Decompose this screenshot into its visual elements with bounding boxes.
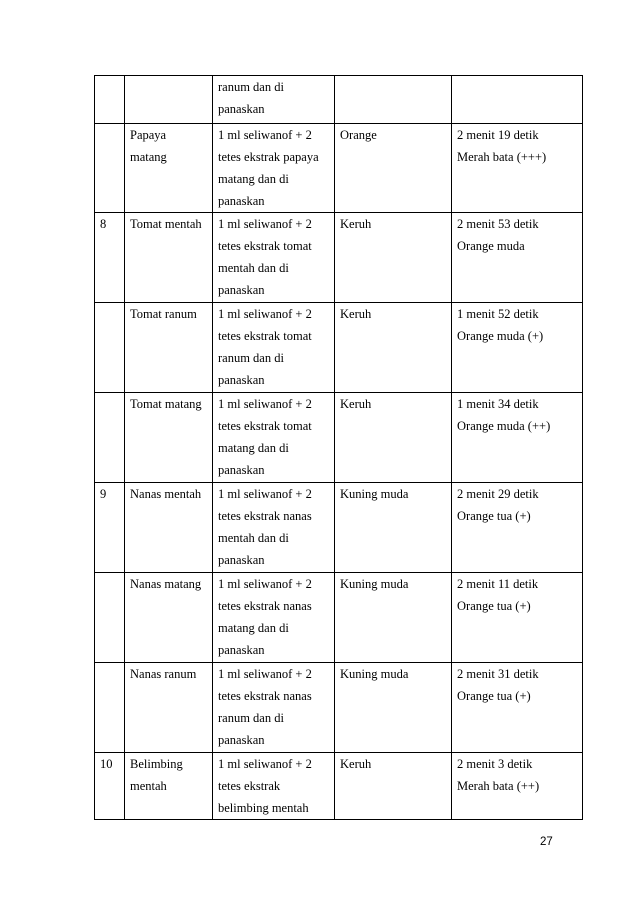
cell-number: [95, 124, 125, 213]
cell-treatment-line: matang dan di: [218, 621, 289, 635]
cell-result: [452, 393, 583, 483]
cell-color: [335, 663, 452, 753]
cell-number: [95, 303, 125, 393]
cell-treatment-line: 1 ml seliwanof + 2: [218, 757, 312, 771]
cell-sample-line: matang: [130, 150, 167, 164]
cell-treatment-line: belimbing mentah: [218, 801, 309, 815]
cell-number: [95, 663, 125, 753]
table-row: [95, 76, 583, 124]
cell-result-line: 2 menit 19 detik: [457, 128, 539, 142]
cell-result-line: 1 menit 52 detik: [457, 307, 539, 321]
cell-treatment-line: 1 ml seliwanof + 2: [218, 217, 312, 231]
cell-treatment: [213, 393, 335, 483]
cell-sample-line: mentah: [130, 779, 167, 793]
cell-treatment: [213, 76, 335, 124]
cell-result: [452, 663, 583, 753]
cell-result: [452, 303, 583, 393]
cell-treatment-line: tetes ekstrak nanas: [218, 509, 312, 523]
cell-number: [95, 76, 125, 124]
cell-color-line: Orange: [340, 128, 377, 142]
cell-color: [335, 393, 452, 483]
cell-treatment-line: panaskan: [218, 194, 265, 208]
cell-result-line: Orange tua (+): [457, 689, 531, 703]
cell-result: [452, 124, 583, 213]
cell-number: 8: [95, 213, 125, 303]
cell-sample-line: Belimbing: [130, 757, 183, 771]
table-row: [95, 124, 583, 213]
cell-result-line: Merah bata (+++): [457, 150, 547, 164]
cell-result-line: Orange tua (+): [457, 599, 531, 613]
cell-treatment: [213, 573, 335, 663]
cell-treatment-line: panaskan: [218, 373, 265, 387]
results-table: [94, 75, 583, 820]
cell-result-line: 1 menit 34 detik: [457, 397, 539, 411]
cell-treatment-line: tetes ekstrak nanas: [218, 599, 312, 613]
cell-result-line: 2 menit 11 detik: [457, 577, 539, 591]
table-row: [95, 573, 583, 663]
cell-treatment-line: panaskan: [218, 463, 265, 477]
table-row: [95, 303, 583, 393]
cell-number: [95, 573, 125, 663]
cell-treatment-line: ranum dan di: [218, 711, 284, 725]
cell-treatment-line: ranum dan di: [218, 351, 284, 365]
cell-result-line: Orange muda (+): [457, 329, 544, 343]
cell-treatment-line: mentah dan di: [218, 531, 289, 545]
cell-result: [452, 573, 583, 663]
cell-result-line: Merah bata (++): [457, 779, 540, 793]
cell-result-line: 2 menit 31 detik: [457, 667, 539, 681]
cell-treatment-line: ranum dan di: [218, 80, 284, 94]
cell-sample: [125, 663, 213, 753]
cell-result: [452, 483, 583, 573]
cell-result-line: Orange tua (+): [457, 509, 531, 523]
cell-result-line: Orange muda (++): [457, 419, 551, 433]
cell-result-line: 2 menit 29 detik: [457, 487, 539, 501]
cell-result: [452, 213, 583, 303]
cell-treatment-line: tetes ekstrak tomat: [218, 329, 312, 343]
cell-treatment-line: 1 ml seliwanof + 2: [218, 577, 312, 591]
cell-number: [95, 393, 125, 483]
cell-treatment-line: panaskan: [218, 102, 265, 116]
cell-color: [335, 76, 452, 124]
cell-color-line: Keruh: [340, 397, 372, 411]
cell-sample: [125, 213, 213, 303]
cell-color: [335, 303, 452, 393]
cell-result-line: 2 menit 53 detik: [457, 217, 539, 231]
cell-color-line: Kuning muda: [340, 487, 409, 501]
cell-sample: [125, 76, 213, 124]
cell-treatment: [213, 753, 335, 820]
cell-treatment-line: tetes ekstrak nanas: [218, 689, 312, 703]
cell-sample: [125, 303, 213, 393]
cell-treatment: [213, 303, 335, 393]
cell-treatment-line: 1 ml seliwanof + 2: [218, 667, 312, 681]
cell-treatment: [213, 213, 335, 303]
cell-treatment-line: mentah dan di: [218, 261, 289, 275]
cell-treatment-line: 1 ml seliwanof + 2: [218, 128, 312, 142]
table-row: [95, 753, 583, 820]
cell-color: [335, 753, 452, 820]
cell-color: [335, 483, 452, 573]
cell-number: 10: [95, 753, 125, 820]
cell-sample: [125, 573, 213, 663]
cell-number: 9: [95, 483, 125, 573]
table-row: [95, 393, 583, 483]
cell-result: [452, 753, 583, 820]
cell-sample-line: Tomat ranum: [130, 307, 197, 321]
cell-treatment: [213, 483, 335, 573]
cell-treatment-line: tetes ekstrak: [218, 779, 281, 793]
cell-treatment-line: tetes ekstrak tomat: [218, 419, 312, 433]
cell-color: [335, 213, 452, 303]
cell-treatment: [213, 124, 335, 213]
cell-sample: [125, 753, 213, 820]
cell-result-line: 2 menit 3 detik: [457, 757, 533, 771]
cell-treatment-line: 1 ml seliwanof + 2: [218, 397, 312, 411]
cell-sample-line: Papaya: [130, 128, 167, 142]
cell-sample-line: Tomat matang: [130, 397, 202, 411]
page-number: 27: [540, 836, 553, 848]
table-row: [95, 483, 583, 573]
cell-sample: [125, 124, 213, 213]
cell-treatment-line: panaskan: [218, 553, 265, 567]
cell-result-line: Orange muda: [457, 239, 525, 253]
cell-treatment-line: matang dan di: [218, 172, 289, 186]
cell-treatment-line: 1 ml seliwanof + 2: [218, 487, 312, 501]
cell-color-line: Keruh: [340, 217, 372, 231]
cell-color-line: Keruh: [340, 307, 372, 321]
cell-sample-line: Tomat mentah: [130, 217, 202, 231]
cell-sample-line: Nanas mentah: [130, 487, 202, 501]
cell-sample-line: Nanas ranum: [130, 667, 197, 681]
cell-color-line: Keruh: [340, 757, 372, 771]
cell-sample-line: Nanas matang: [130, 577, 202, 591]
cell-color-line: Kuning muda: [340, 667, 409, 681]
cell-sample: [125, 483, 213, 573]
cell-treatment: [213, 663, 335, 753]
table-row: [95, 663, 583, 753]
results-table-body: [95, 76, 583, 820]
table-row: [95, 213, 583, 303]
cell-treatment-line: tetes ekstrak papaya: [218, 150, 319, 164]
cell-treatment-line: panaskan: [218, 733, 265, 747]
cell-treatment-line: matang dan di: [218, 441, 289, 455]
cell-treatment-line: 1 ml seliwanof + 2: [218, 307, 312, 321]
cell-sample: [125, 393, 213, 483]
cell-treatment-line: panaskan: [218, 643, 265, 657]
cell-color-line: Kuning muda: [340, 577, 409, 591]
cell-treatment-line: panaskan: [218, 283, 265, 297]
cell-treatment-line: tetes ekstrak tomat: [218, 239, 312, 253]
cell-result: [452, 76, 583, 124]
cell-color: [335, 573, 452, 663]
cell-color: [335, 124, 452, 213]
